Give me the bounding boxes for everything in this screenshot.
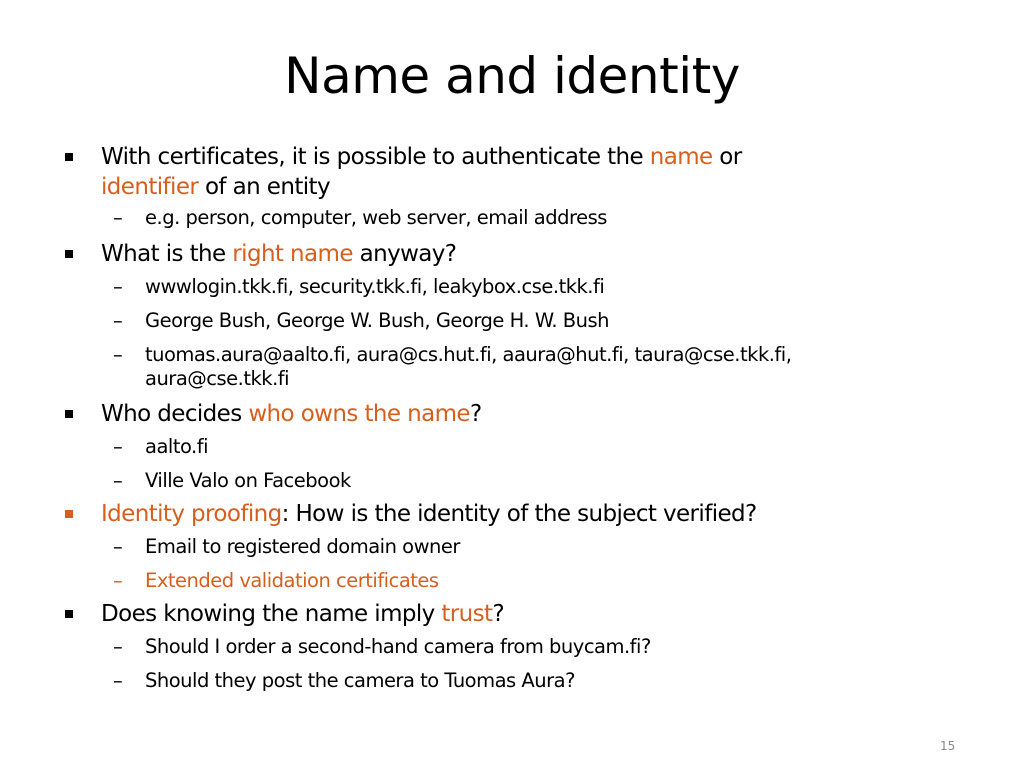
bullet-text: What is the [101,241,233,267]
dash-icon: – [113,435,123,458]
square-bullet-icon [65,610,73,618]
bullet-text: ? [469,401,482,427]
highlight-name: name [649,144,713,170]
highlight-identifier: identifier [101,174,199,200]
sub-bullet-text: Email to registered domain owner [145,535,460,558]
sub-bullet-text: tuomas.aura@aalto.fi, aura@cs.hut.fi, aaura@hut.fi, taura@cse.tkk.fi, [145,343,792,366]
page-number: 15 [940,739,956,753]
highlight-right-name: right name [232,241,353,267]
sub-bullet-highlighted [62,569,982,593]
bullet-text: With certificates, it is possible to authenticate the [101,144,650,170]
sub-bullet-text: Should they post the camera to Tuomas Aura? [145,669,575,692]
sub-bullet-text: aura@cse.tkk.fi [145,367,290,390]
bullet-text: : How is the identity of the subject verified? [281,501,757,527]
bullet-trust [62,599,982,629]
highlight-who-owns: who owns the name [248,401,470,427]
dash-icon: – [113,669,123,692]
bullet-right-name [62,239,982,269]
slide-body [62,138,982,693]
sub-bullet-text: wwwlogin.tkk.fi, security.tkk.fi, leakybox.cse.tkk.fi [145,275,605,298]
bullet-certificates [62,142,982,202]
dash-icon: – [113,469,123,492]
dash-icon: – [113,569,123,592]
highlight-trust: trust [441,601,493,627]
bullet-text: of an entity [198,174,330,200]
sub-bullet-text: Extended validation certificates [145,569,439,592]
bullet-text: Does knowing the name imply [101,601,442,627]
sub-bullet-text: aalto.fi [145,435,209,458]
dash-icon: – [113,309,123,332]
bullet-text: Who decides [101,401,249,427]
dash-icon: – [113,535,123,558]
sub-bullet [62,343,982,391]
bullet-text: anyway? [352,241,457,267]
bullet-identity-proofing [62,499,982,529]
sub-bullet [62,469,982,493]
sub-bullet-text: Should I order a second-hand camera from buycam.fi? [145,635,651,658]
dash-icon: – [113,635,123,658]
sub-bullet [62,669,982,693]
sub-bullet [62,206,982,230]
sub-bullet [62,635,982,659]
sub-bullet [62,275,982,299]
bullet-who-decides [62,399,982,429]
highlight-identity-proofing: Identity proofing [101,501,282,527]
sub-bullet [62,435,982,459]
square-bullet-icon [65,410,73,418]
bullet-text: ? [492,601,505,627]
dash-icon: – [113,206,123,229]
bullet-text: or [712,144,742,170]
dash-icon: – [113,275,123,298]
sub-bullet-text: George Bush, George W. Bush, George H. W. Bush [145,309,610,332]
slide-title: Name and identity [284,47,740,105]
square-bullet-icon [65,250,73,258]
sub-bullet [62,309,982,333]
sub-bullet-text: e.g. person, computer, web server, email address [145,206,607,229]
sub-bullet [62,535,982,559]
square-bullet-icon [65,153,73,161]
square-bullet-icon [65,510,73,518]
sub-bullet-text: Ville Valo on Facebook [145,469,351,492]
dash-icon: – [113,343,123,366]
